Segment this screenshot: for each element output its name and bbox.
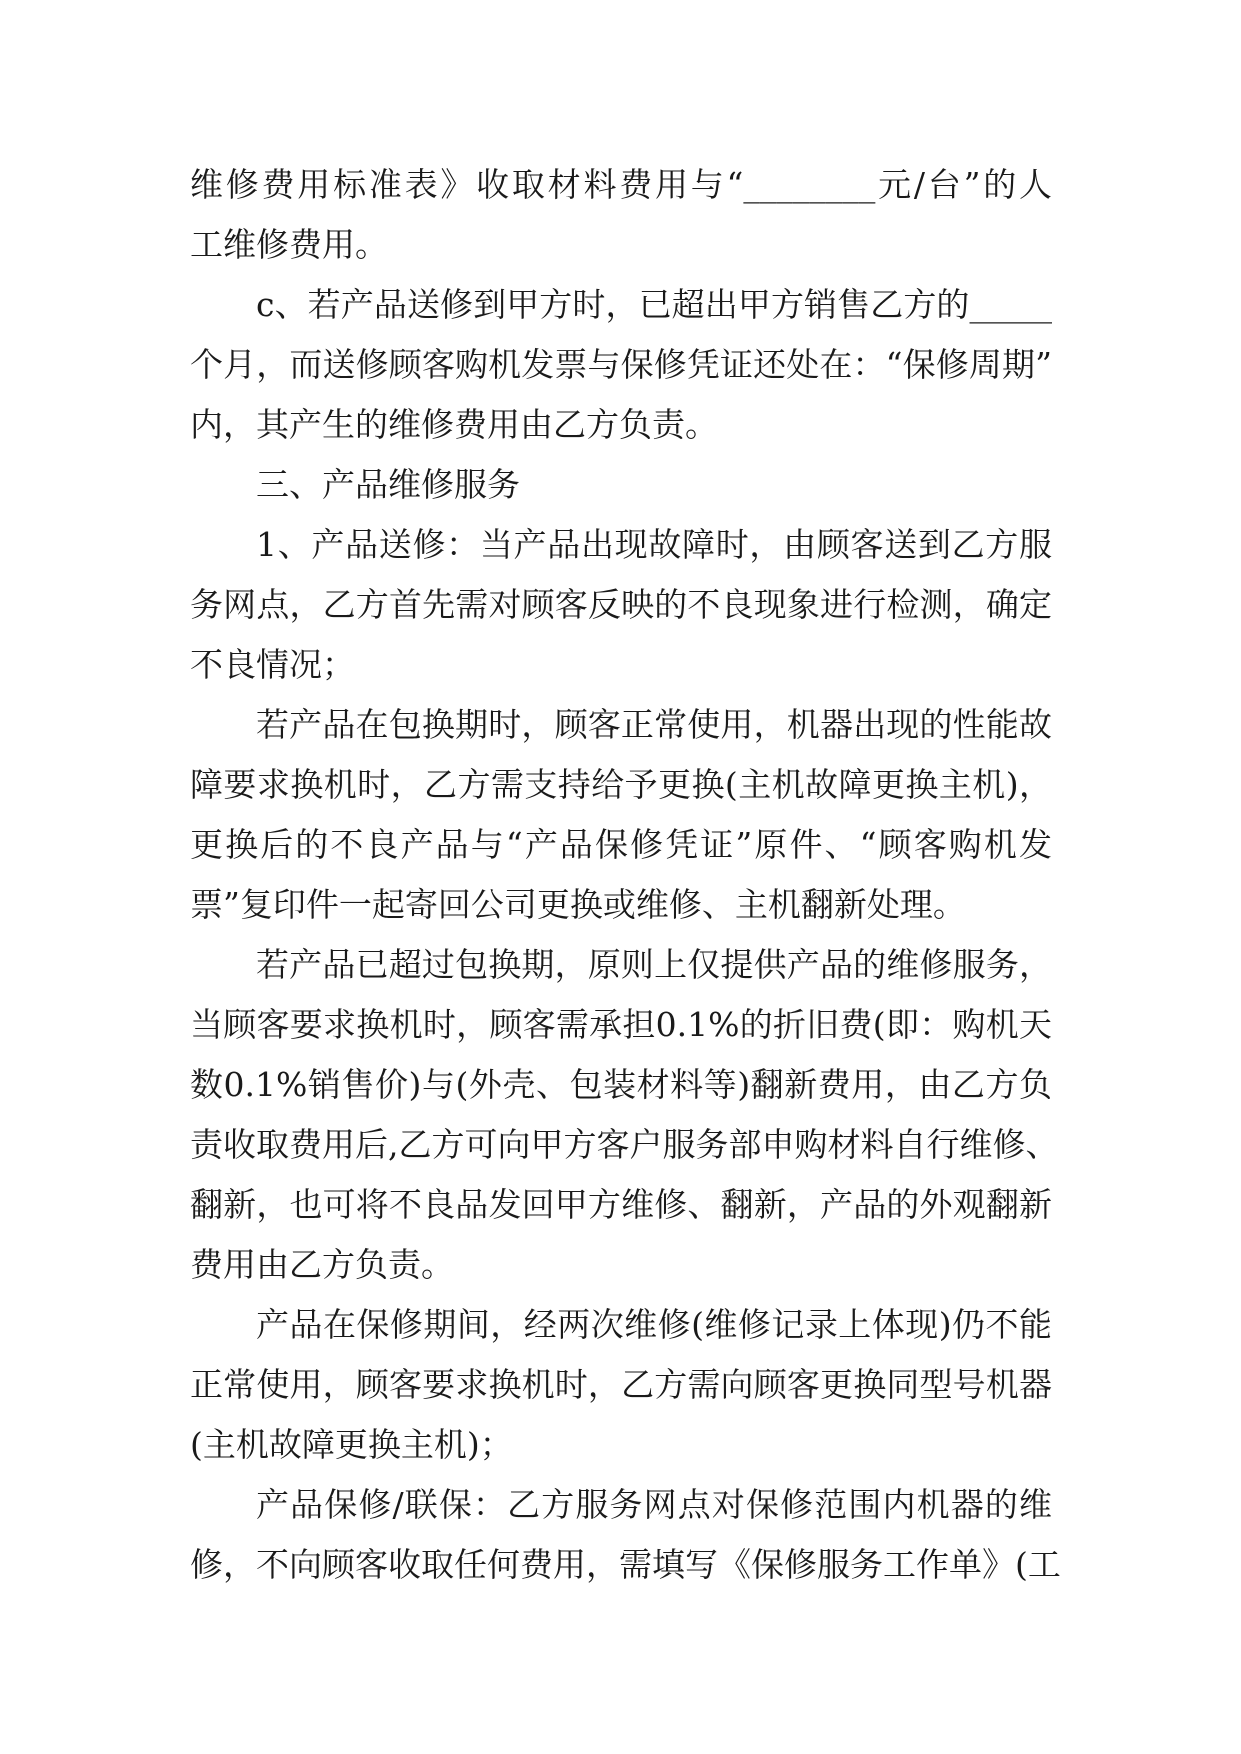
paragraph-first-line: 产品保修/联保：乙方服务网点对保修范围内机器的维 (256, 1485, 1052, 1524)
text-line: (主机故障更换主机)； (190, 1425, 513, 1464)
text-line: 当顾客要求换机时，顾客需承担0.1%的折旧费(即：购机天 (190, 1005, 1052, 1044)
document-body (190, 155, 1061, 1595)
text-line: 不良情况； (190, 645, 355, 684)
text-line: 票”复印件一起寄回公司更换或维修、主机翻新处理。 (190, 885, 966, 924)
text-line: 障要求换机时，乙方需支持给予更换(主机故障更换主机)， (190, 765, 1052, 804)
text-line: 内，其产生的维修费用由乙方负责。 (190, 405, 718, 444)
text-line: 更换后的不良产品与“产品保修凭证”原件、“顾客购机发 (190, 825, 1052, 864)
text-line: 修，不向顾客收取任何费用，需填写《保修服务工作单》(工 (190, 1545, 1061, 1584)
text-line: 工维修费用。 (190, 225, 388, 264)
text-line: 维修费用标准表》收取材料费用与“________元/台”的人 (190, 165, 1052, 204)
text-line: 责收取费用后,乙方可向甲方客户服务部申购材料自行维修、 (190, 1125, 1059, 1164)
paragraph-first-line: 若产品已超过包换期，原则上仅提供产品的维修服务， (256, 945, 1052, 984)
text-line: 费用由乙方负责。 (190, 1245, 454, 1284)
text-line: 务网点，乙方首先需对顾客反映的不良现象进行检测，确定 (190, 585, 1052, 624)
text-line: 个月，而送修顾客购机发票与保修凭证还处在：“保修周期” (190, 345, 1052, 384)
text-line: 数0.1%销售价)与(外壳、包装材料等)翻新费用，由乙方负 (190, 1065, 1052, 1104)
paragraph-first-line: 若产品在包换期时，顾客正常使用，机器出现的性能故 (256, 705, 1052, 744)
paragraph-first-line: 三、产品维修服务 (256, 465, 520, 504)
text-line: 正常使用，顾客要求换机时，乙方需向顾客更换同型号机器 (190, 1365, 1052, 1404)
text-line: 翻新，也可将不良品发回甲方维修、翻新，产品的外观翻新 (190, 1185, 1052, 1224)
paragraph-first-line: 产品在保修期间，经两次维修(维修记录上体现)仍不能 (256, 1305, 1052, 1344)
paragraph-first-line: 1、产品送修：当产品出现故障时，由顾客送到乙方服 (256, 525, 1052, 564)
paragraph-first-line: c、若产品送修到甲方时，已超出甲方销售乙方的_____ (256, 285, 1052, 324)
